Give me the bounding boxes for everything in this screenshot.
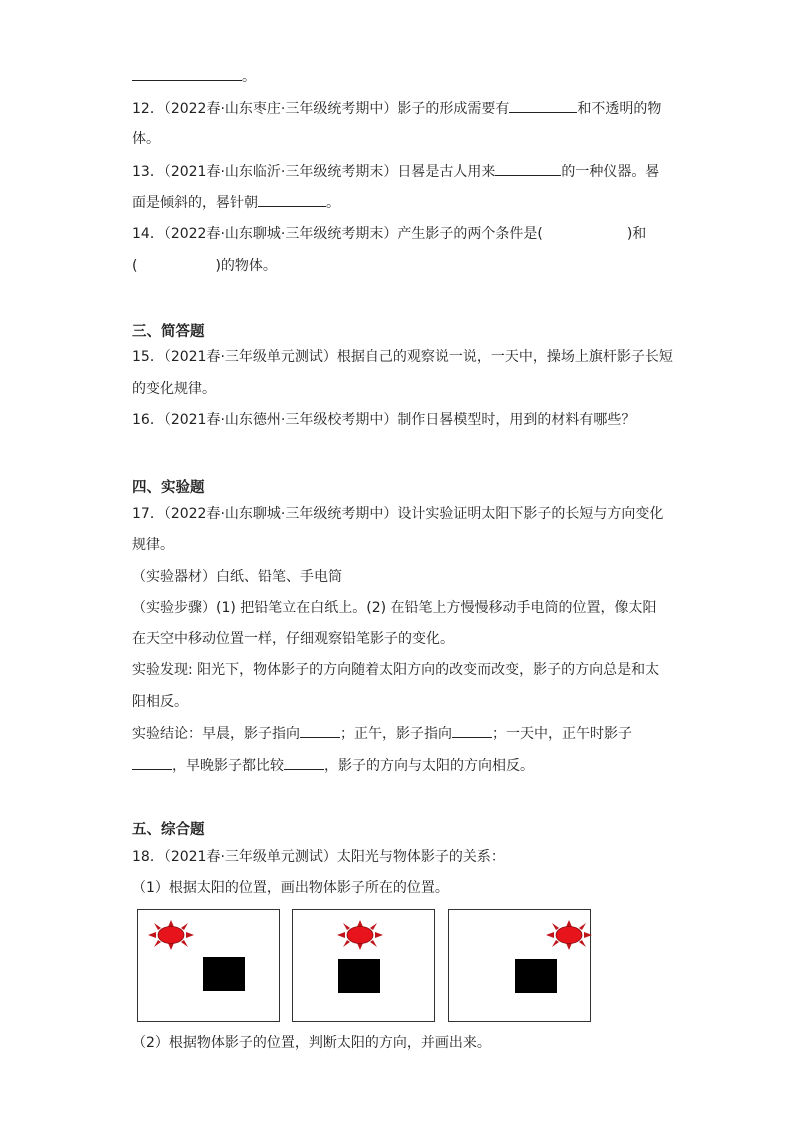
q14-cont-open: ( (132, 258, 138, 274)
figure-box-2[interactable] (292, 909, 435, 1022)
q17-line2: 规律。 (132, 537, 174, 553)
section-5-heading: 五、综合题 (132, 822, 205, 838)
section-4-heading: 四、实验题 (132, 480, 205, 496)
q11-tail-line (132, 66, 256, 87)
q17-materials: （实验器材）白纸、铅笔、手电筒 (132, 569, 342, 585)
q16-line: 16．（2021春·山东德州·三年级校考期中）制作日晷模型时，用到的材料有哪些？ (132, 412, 636, 428)
figure-box-1[interactable] (137, 909, 280, 1022)
q17-blank-noon-length[interactable] (132, 755, 172, 770)
q15-line2: 的变化规律。 (132, 381, 216, 397)
q17-concl-a: 实验结论：早晨，影子指向 (132, 726, 300, 742)
q17-line1: 17．（2022春·山东聊城·三年级统考期中）设计实验证明太阳下影子的长短与方向变化 (132, 506, 664, 522)
section-3-heading: 三、简答题 (132, 324, 205, 340)
q13-prefix: 13．（2021春·山东临沂·三年级统考期末）日晷是古人用来 (132, 164, 496, 180)
q17-concl-c: ；一天中，正午时影子 (492, 726, 632, 742)
q14-text: 14．（2022春·山东聊城·三年级统考期末）产生影子的两个条件是( (132, 226, 543, 242)
q18-sub2: （2）根据物体影子的位置，判断太阳的方向，并画出来。 (132, 1035, 491, 1051)
object-rectangle (338, 959, 380, 993)
q13-line2 (132, 192, 340, 213)
q14-line2 (132, 256, 277, 276)
q11-answer-blank[interactable] (132, 66, 242, 81)
q17-finding-line2: 阳相反。 (132, 694, 188, 710)
q12-prefix: 12．（2022春·山东枣庄·三年级统考期中）影子的形成需要有 (132, 101, 510, 117)
q13-answer-blank-1[interactable] (495, 161, 561, 176)
q12-line2: 体。 (132, 131, 160, 147)
q12-suffix: 和不透明的物 (577, 101, 662, 117)
q17-finding-line1: 实验发现: 阳光下，物体影子的方向随着太阳方向的改变而改变，影子的方向总是和太 (132, 662, 660, 678)
q17-steps-line2: 在天空中移动位置一样，仔细观察铅笔影子的变化。 (132, 631, 454, 647)
q12-line1 (132, 98, 661, 119)
q17-blank-morning[interactable] (300, 723, 340, 738)
q12-answer-blank[interactable] (509, 98, 577, 113)
q13-suffix: 的一种仪器。晷 (561, 164, 660, 180)
sun-icon (546, 920, 592, 950)
figure-box-3[interactable] (448, 909, 591, 1022)
sun-icon (148, 920, 194, 950)
q17-conclusion-line1 (132, 723, 632, 744)
q14-cont-close: )的物体。 (215, 258, 277, 274)
q17-steps-line1: （实验步骤）(1) 把铅笔立在白纸上。(2) 在铅笔上方慢慢移动手电筒的位置，像太阳 (132, 600, 657, 616)
sun-icon (337, 920, 383, 950)
q13-cont-suffix: 。 (326, 195, 340, 211)
q11-tail-text: 。 (242, 69, 256, 85)
q17-blank-noon[interactable] (452, 723, 492, 738)
object-rectangle (203, 957, 245, 991)
q17-conclusion-line2 (132, 755, 534, 776)
q17-blank-morning-evening[interactable] (284, 755, 324, 770)
q17-concl-b: ；正午，影子指向 (340, 726, 452, 742)
q15-line1: 15．（2021春·三年级单元测试）根据自己的观察说一说，一天中，操场上旗杆影子长短 (132, 349, 673, 365)
q13-answer-blank-2[interactable] (258, 192, 326, 207)
object-rectangle (515, 959, 557, 993)
q13-cont-prefix: 面是倾斜的，晷针朝 (132, 195, 258, 211)
q13-line1 (132, 161, 659, 182)
q17-concl-e: ，影子的方向与太阳的方向相反。 (324, 758, 534, 774)
q14-line1 (132, 224, 646, 244)
q14-mid: )和 (626, 226, 647, 242)
q17-concl-d: ，早晚影子都比较 (172, 758, 284, 774)
q18-sub1: （1）根据太阳的位置，画出物体影子所在的位置。 (132, 880, 449, 896)
q18-line1: 18．（2021春·三年级单元测试）太阳光与物体影子的关系： (132, 849, 505, 865)
